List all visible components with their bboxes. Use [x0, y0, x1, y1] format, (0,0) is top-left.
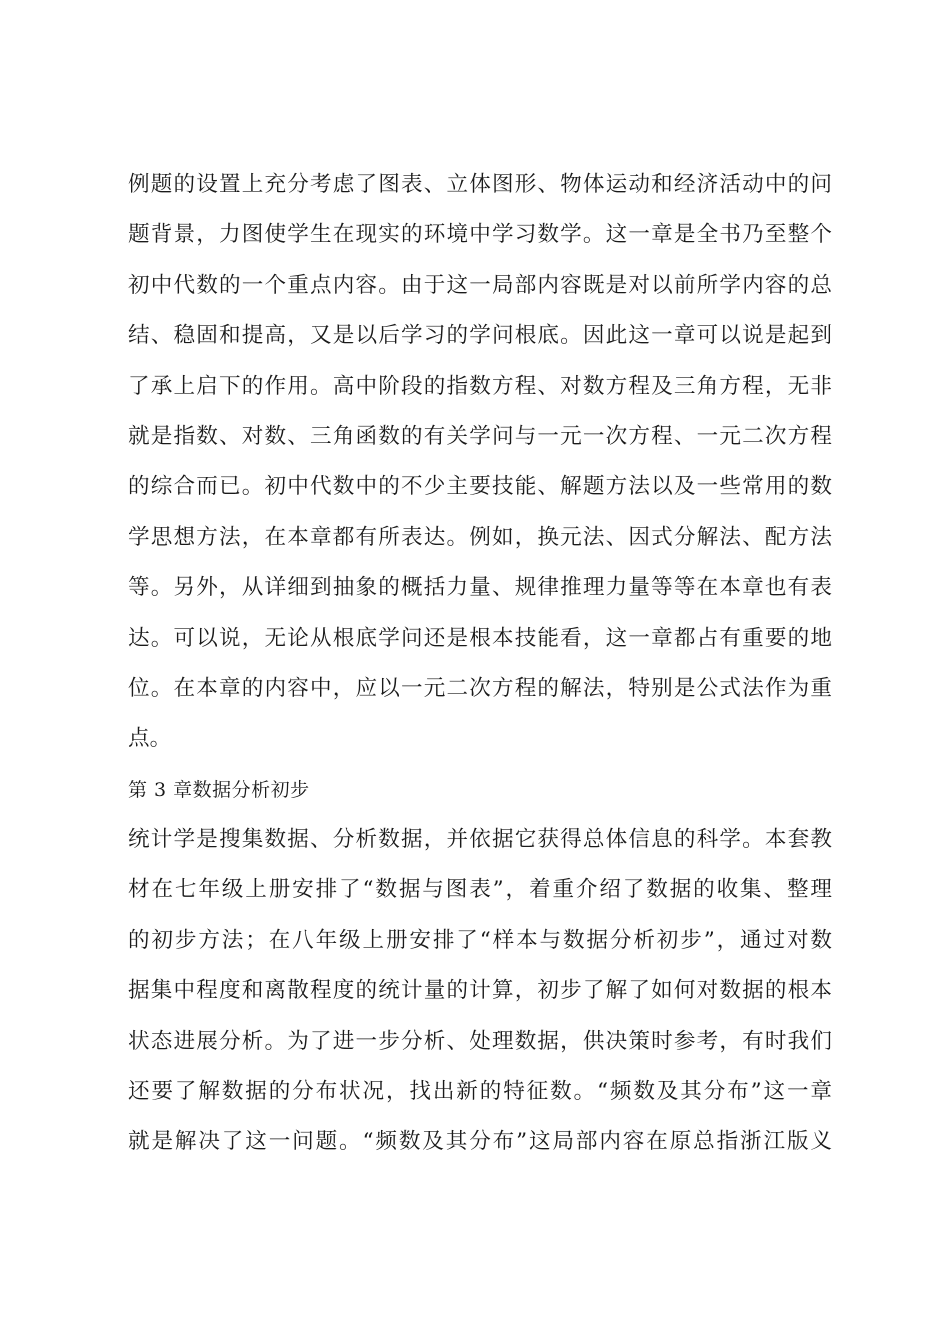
paragraph-line: 学思想方法，在本章都有所表达。例如，换元法、因式分解法、配方法: [128, 524, 832, 550]
paragraph-1: [128, 160, 832, 765]
paragraph-line: 例题的设置上充分考虑了图表、立体图形、物体运动和经济活动中的问: [128, 172, 832, 197]
paragraph-line: 材在七年级上册安排了“数据与图表”，着重介绍了数据的收集、整理: [128, 877, 832, 903]
document-body: [128, 160, 832, 1168]
paragraph-line: 状态进展分析。为了进一步分析、处理数据，供决策时参考，有时我们: [128, 1028, 832, 1054]
paragraph-line: 还要了解数据的分布状况，找出新的特征数。“频数及其分布”这一章: [128, 1079, 832, 1105]
paragraph-line: 就是指数、对数、三角函数的有关学问与一元一次方程、一元二次方程: [128, 423, 832, 449]
paragraph-line: 的初步方法；在八年级上册安排了“样本与数据分析初步”，通过对数: [128, 927, 832, 953]
paragraph-line: 等。另外，从详细到抽象的概括力量、规律推理力量等等在本章也有表: [128, 575, 832, 601]
paragraph-line: 结、稳固和提高，又是以后学习的学问根底。因此这一章可以说是起到: [128, 323, 832, 349]
paragraph-line: 位。在本章的内容中，应以一元二次方程的解法，特别是公式法作为重: [128, 675, 832, 701]
paragraph-2: [128, 815, 832, 1168]
paragraph-line: 据集中程度和离散程度的统计量的计算，初步了解了如何对数据的根本: [128, 978, 832, 1004]
paragraph-line: 了承上启下的作用。高中阶段的指数方程、对数方程及三角方程，无非: [128, 373, 832, 399]
paragraph-line: 的综合而已。初中代数中的不少主要技能、解题方法以及一些常用的数: [128, 474, 832, 500]
section-heading: 第 3 章数据分析初步: [128, 778, 310, 801]
paragraph-line: 题背景，力图使学生在现实的环境中学习数学。这一章是全书乃至整个: [128, 222, 832, 248]
paragraph-line: 就是解决了这一问题。“频数及其分布”这局部内容在原总指浙江版义: [128, 1129, 832, 1155]
paragraph-line: 统计学是搜集数据、分析数据，并依据它获得总体信息的科学。本套教: [128, 827, 832, 853]
paragraph-line: 点。: [128, 726, 172, 752]
paragraph-line: 达。可以说，无论从根底学问还是根本技能看，这一章都占有重要的地: [128, 625, 832, 651]
paragraph-line: 初中代数的一个重点内容。由于这一局部内容既是对以前所学内容的总: [128, 272, 832, 298]
